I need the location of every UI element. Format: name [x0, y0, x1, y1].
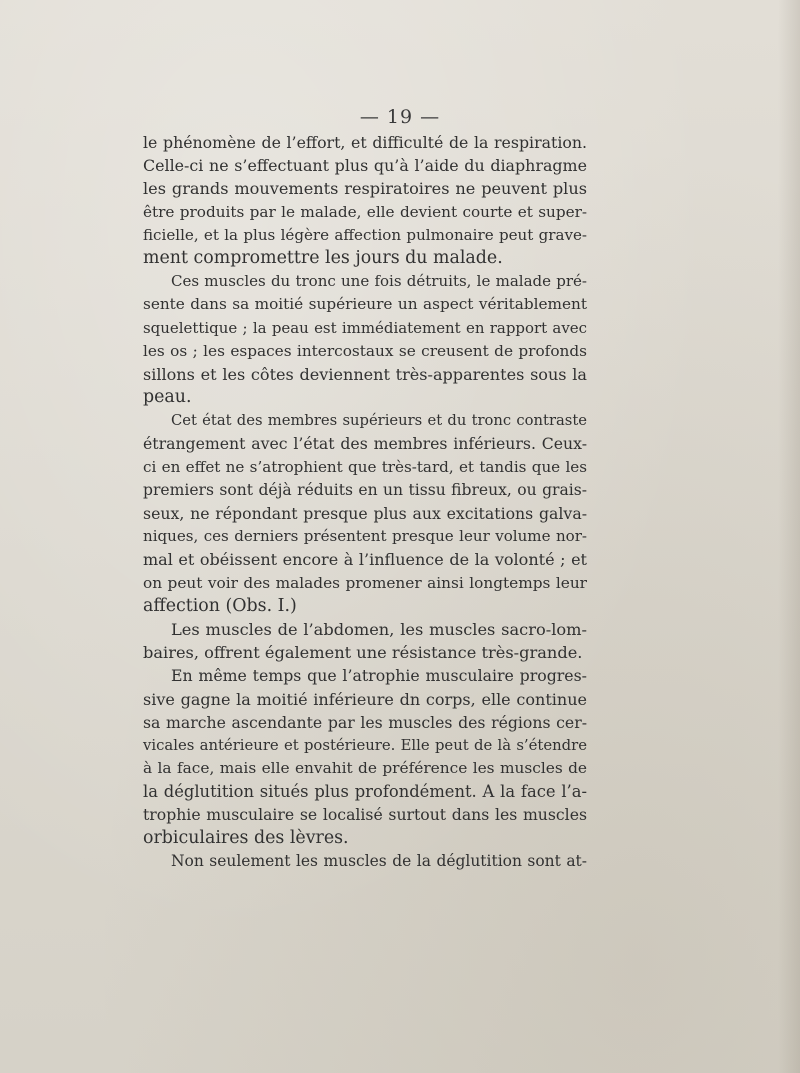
- text-line: à la face, mais elle envahit de préférence les muscles de: [143, 759, 587, 778]
- text-line: ment compromettre les jours du malade.: [143, 247, 503, 268]
- text-line: Les muscles de l’abdomen, les muscles sacro-lom-: [171, 619, 587, 639]
- text-line: trophie musculaire se localisé surtout dans les muscles: [143, 805, 587, 825]
- body-text: [143, 131, 587, 873]
- text-line: niques, ces derniers présentent presque leur volume nor-: [143, 527, 587, 546]
- text-line: sive gagne la moitié inférieure dn corps, elle continue: [143, 689, 587, 709]
- text-line: En même temps que l’atrophie musculaire progres-: [171, 666, 587, 686]
- text-line: étrangement avec l’état des membres inférieurs. Ceux-: [143, 434, 587, 454]
- text-line: affection (Obs. I.): [143, 595, 297, 616]
- text-line: seux, ne répondant presque plus aux excitations galva-: [143, 504, 587, 523]
- text-line: Non seulement les muscles de la déglutition sont at-: [171, 851, 587, 870]
- text-line: Celle-ci ne s’effectuant plus qu’à l’aide du diaphragme: [143, 156, 587, 176]
- text-line: les os ; les espaces intercostaux se creusent de profonds: [143, 341, 587, 360]
- text-line: mal et obéissent encore à l’influence de la volonté ; et: [143, 550, 587, 570]
- text-line: ficielle, et la plus légère affection pulmonaire peut grave-: [143, 225, 587, 244]
- text-line: sente dans sa moitié supérieure un aspect véritablement: [143, 295, 587, 314]
- text-line: le phénomène de l’effort, et difficulté de la respiration.: [143, 133, 587, 152]
- text-line: premiers sont déjà réduits en un tissu fibreux, ou grais-: [143, 480, 587, 499]
- text-line: les grands mouvements respiratoires ne peuvent plus: [143, 179, 587, 199]
- text-line: Ces muscles du tronc une fois détruits, le malade pré-: [171, 272, 587, 291]
- text-line: baires, offrent également une résistance très-grande.: [143, 643, 583, 663]
- text-line: orbiculaires des lèvres.: [143, 827, 349, 848]
- text-line: être produits par le malade, elle devient courte et super-: [143, 202, 587, 221]
- text-line: sillons et les côtes deviennent très-apparentes sous la: [143, 364, 587, 384]
- page-number: — 19 —: [359, 106, 441, 128]
- text-line: la déglutition situés plus profondément. A la face l’a-: [143, 782, 587, 802]
- text-line: Cet état des membres supérieurs et du tronc contraste: [171, 412, 587, 430]
- text-line: squelettique ; la peau est immédiatement en rapport avec: [143, 318, 587, 337]
- text-line: ci en effet ne s’atrophient que très-tard, et tandis que les: [143, 457, 587, 476]
- text-line: vicales antérieure et postérieure. Elle peut de là s’étendre: [143, 736, 587, 754]
- page-edge-shadow: [778, 0, 800, 1073]
- text-line: sa marche ascendante par les muscles des régions cer-: [143, 712, 587, 732]
- text-line: peau.: [143, 387, 192, 408]
- text-line: on peut voir des malades promener ainsi longtemps leur: [143, 573, 587, 592]
